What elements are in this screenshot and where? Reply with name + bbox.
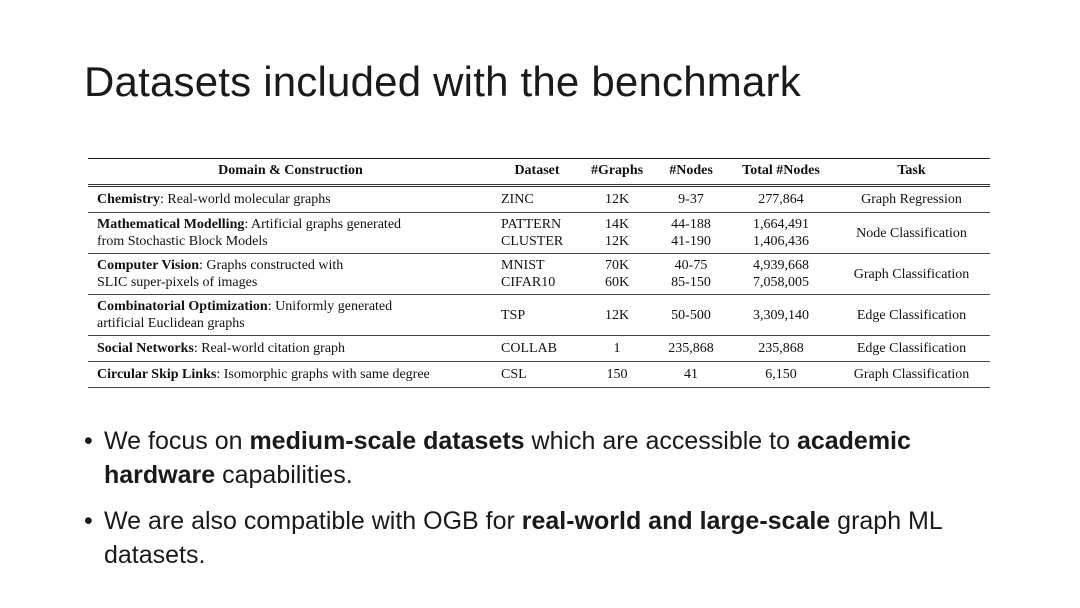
bullet-emphasis: real-world and large-scale [521,507,831,535]
domain-name: Combinatorial Optimization [97,299,268,314]
dataset-name: ZINC [501,192,534,207]
domain-cell [88,295,493,336]
dataset-name: COLLAB [501,341,557,356]
total-nodes-value: 6,150 [765,367,797,382]
graphs-cell [581,213,653,254]
bullet-emphasis: medium-scale datasets [249,427,525,455]
domain-name: Computer Vision [97,258,200,273]
total-nodes-cell [729,362,833,388]
task-cell: Graph Regression [861,192,962,207]
nodes-cell [653,213,729,254]
domain-cell [88,362,493,388]
bullet-icon: • [84,427,93,455]
graphs-value: 12K [604,307,630,323]
dataset-cell [493,213,581,254]
total-nodes-value: 4,939,668 [753,258,809,273]
domain-description: : Graphs constructed with [199,258,344,273]
domain-name: Chemistry [97,192,160,207]
graphs-value: 1 [613,341,621,356]
bullet-text: We focus on [104,427,250,455]
total-nodes-value: 1,406,436 [753,234,809,249]
total-nodes-cell [729,336,833,362]
total-nodes-cell [729,186,833,213]
nodes-value: 40-75 [674,258,708,273]
header-dataset: Dataset [514,163,560,178]
task-cell: Graph Classification [853,266,970,282]
header-nodes: #Nodes [669,163,713,178]
nodes-value: 235,868 [668,341,714,356]
nodes-cell [653,336,729,362]
table-row [88,295,990,336]
nodes-cell [653,362,729,388]
task-cell: Node Classification [856,225,967,241]
dataset-name: CLUSTER [501,234,564,249]
nodes-cell [653,254,729,295]
total-nodes-value: 235,868 [758,341,804,356]
nodes-cell [653,186,729,213]
domain-name: Circular Skip Links [97,367,217,382]
domain-name: Social Networks [97,341,194,356]
domain-description: : Uniformly generated [267,299,393,314]
table-row [88,254,990,295]
bullet-text: We are also compatible with OGB for [104,507,522,535]
nodes-value: 9-37 [678,192,704,207]
bullet-text: capabilities. [215,461,353,489]
total-nodes-value: 7,058,005 [753,275,809,290]
datasets-table [88,158,990,388]
graphs-cell [581,336,653,362]
bullet-item [84,424,984,492]
dataset-name: CSL [501,367,527,382]
task-cell: Edge Classification [856,341,967,356]
domain-cell [88,336,493,362]
domain-description-line2: from Stochastic Block Models [97,234,268,249]
total-nodes-cell [729,254,833,295]
total-nodes-value: 3,309,140 [753,307,809,323]
domain-description: : Isomorphic graphs with same degree [216,367,430,382]
domain-description-line2: SLIC super-pixels of images [97,275,258,290]
total-nodes-cell [729,295,833,336]
graphs-value: 150 [606,367,628,382]
domain-cell [88,254,493,295]
task-cell: Graph Classification [853,367,970,382]
domain-description: : Real-world molecular graphs [160,192,331,207]
domain-cell [88,213,493,254]
dataset-cell [493,186,581,213]
slide-title: Datasets included with the benchmark [84,58,801,105]
header-domain: Domain & Construction [218,163,363,178]
dataset-cell [493,362,581,388]
header-total-nodes: Total #Nodes [742,163,820,178]
task-cell: Edge Classification [856,307,967,323]
header-task: Task [897,163,926,178]
table-row [88,213,990,254]
nodes-value: 44-188 [671,217,711,232]
bullet-text: graph ML datasets. [104,507,942,569]
domain-name: Mathematical Modelling [97,217,245,232]
graphs-value: 12K [604,192,630,207]
nodes-value: 85-150 [671,275,711,290]
domain-description: : Real-world citation graph [193,341,346,356]
bullet-icon: • [84,507,93,535]
dataset-name: CIFAR10 [501,275,556,290]
table-header-row [88,159,990,186]
dataset-name: PATTERN [501,217,562,232]
table-row [88,362,990,388]
bullet-text: which are accessible to [524,427,797,455]
dataset-cell [493,254,581,295]
graphs-cell [581,295,653,336]
nodes-value: 50-500 [671,307,711,323]
bullet-emphasis: academic hardware [104,427,911,489]
dataset-cell [493,295,581,336]
datasets-table-container [88,158,990,388]
dataset-cell [493,336,581,362]
nodes-value: 41-190 [671,234,711,249]
graphs-cell [581,254,653,295]
nodes-value: 41 [684,367,698,382]
nodes-cell [653,295,729,336]
graphs-value: 14K [604,217,630,232]
graphs-value: 70K [604,258,630,273]
domain-description-line2: artificial Euclidean graphs [97,316,245,331]
bullet-item [84,504,984,572]
table-row [88,336,990,362]
domain-description: : Artificial graphs generated [244,217,402,232]
header-graphs: #Graphs [590,163,644,178]
total-nodes-cell [729,213,833,254]
total-nodes-value: 1,664,491 [753,217,809,232]
total-nodes-value: 277,864 [758,192,804,207]
graphs-cell [581,362,653,388]
dataset-name: MNIST [501,258,545,273]
table-row [88,186,990,213]
domain-cell [88,186,493,213]
graphs-cell [581,186,653,213]
graphs-value: 60K [604,275,630,290]
bullet-list [84,424,984,584]
graphs-value: 12K [604,234,630,249]
dataset-name: TSP [501,307,526,323]
